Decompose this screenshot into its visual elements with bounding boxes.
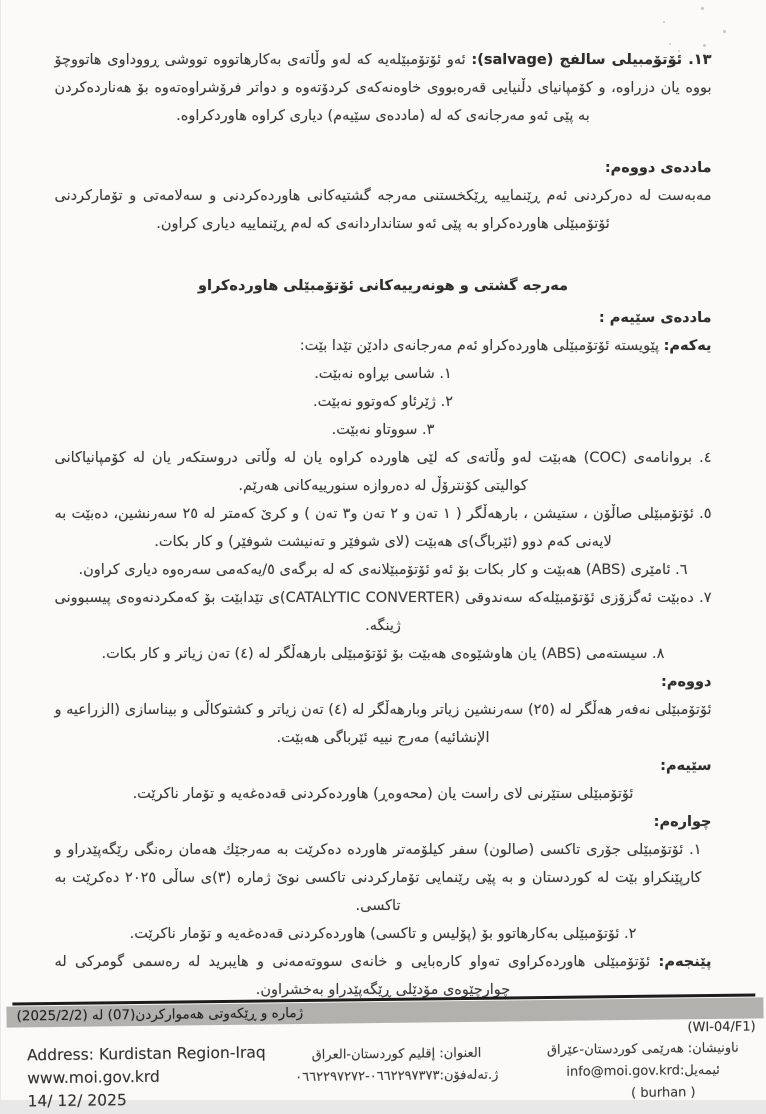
- article-two-body: مەبەست لە دەرکردنی ئەم ڕێنماییە ڕێکخستنی مەرجە گشتیەکانی هاوردەکردنی و سەلامەتی و تۆمارکردنی ئۆتۆمبێلی هاوردەکراو بە پێی ئەو ستانداردانەی کە لەم ڕێنماییە دیاری کراون.: [54, 188, 712, 232]
- footer-arabic-address: العنوان: إقليم كوردستان-العراق: [311, 1045, 481, 1063]
- salvage-clause-text: ئەو ئۆتۆمبێلەیە کە لەو وڵاتەی بەکارهاتووە تووشی ڕووداوی هاتووچۆ بووە یان دزراوە، و کۆمپانیای دڵنیایی قەرەبووی خاوەنەکەی کردۆتەوە و دواتر فرۆشراوەتەوە بۆ هەناردەکردن بە پێی ئەو مەرجانەی کە لە (ماددەی سێیەم) دیاری کراوە هاوردکراوە.: [54, 52, 712, 124]
- second-clause-label: دووەم:: [661, 674, 712, 690]
- article-three-heading: ماددەی سێیەم :: [598, 310, 712, 326]
- revision-text: ژماره و ڕێکەوتی هەموارکردن(07) لە (2025/2/2): [15, 1004, 303, 1025]
- condition-item-5: ٥. ئۆتۆمبێلی صاڵۆن ، ستیشن ، بارهەڵگر ( ١ تەن و ٢ تەن و٣ تەن ) و کرێ کەمتر لە ٢٥ سەرنشین، دەبێت بە لایەنی کەم دوو (ئێرباگ)ی هەبێت (لای شوفێر و تەنیشت شوفێر) و کار بکات.: [54, 506, 712, 550]
- condition-item-8: ٨. سیستەمی (ABS) یان هاوشێوەی هەبێت بۆ ئۆتۆمبێلی بارهەڵگر لە (٤) تەن زیاتر و کار بکات.: [101, 646, 665, 662]
- scan-speckle: [703, 44, 706, 47]
- footer-date: 14/ 12/ 2025: [26, 1091, 127, 1111]
- fourth-clause-label: چوارەم:: [653, 814, 712, 830]
- scanned-document-page: [1, 0, 766, 1111]
- document-body: [1, 0, 766, 1004]
- footer-arabic-column: [273, 1038, 520, 1110]
- condition-item-7: ٧. دەبێت ئەگزۆزی ئۆتۆمبێلەکە سەندوقی (CATALYTIC CONVERTER)ی تێدابێت بۆ کەمکردنەوەی پیسبوونی ژینگە.: [54, 590, 712, 634]
- footer-kurdish-address: ناونیشان: هەرێمی کوردستان-عێراق: [546, 1040, 739, 1059]
- general-technical-conditions-heading: مەرجە گشتی و هونەرییەکانی ئۆتۆمبێلی هاوردەکراو: [197, 278, 569, 294]
- salvage-definition-paragraph: [55, 46, 712, 130]
- footer-kurdish-column: [519, 1035, 766, 1107]
- fourth-clause-item-2: ٢. ئۆتۆمبێلی بەکارهاتوو بۆ (پۆلیس و تاکسی) هاوردەکردنی قەدەغەیە و تۆمار ناکرێت.: [129, 926, 637, 942]
- scan-speckle: [663, 21, 665, 23]
- footer-english-column: [0, 1041, 273, 1113]
- footer-columns: [0, 1035, 766, 1113]
- condition-item-3: ٣. سووتاو نەبێت.: [331, 422, 435, 438]
- form-code: (WI-04/F1): [686, 1019, 756, 1036]
- footer: [0, 993, 766, 1113]
- first-clause-line: [55, 332, 712, 360]
- fifth-clause-label: پێنجەم:: [658, 954, 712, 970]
- scan-speckle: [723, 30, 726, 33]
- third-clause-label: سێیەم:: [660, 758, 712, 774]
- footer-phone: ژ.تەلەفۆن:٠٦٦٢٢٩٧٣٧٣-٠٦٦٢٢٩٧٢٧٢: [294, 1067, 498, 1086]
- footer-english-address: Address: Kurdistan Region-Iraq: [26, 1043, 266, 1065]
- footer-signature: ( burhan ): [630, 1085, 696, 1101]
- scan-speckle: [678, 50, 680, 52]
- scan-speckle: [701, 7, 704, 10]
- third-clause-body: ئۆتۆمبێلی ستێرنی لای راست یان (محەوەڕ) هاوردەکردنی قەدەغەیە و تۆمار ناکرێت.: [132, 786, 634, 802]
- article-two-heading: ماددەی دووەم:: [604, 160, 712, 176]
- salvage-clause-number-lead: ١٣. ئۆتۆمبیلی سالفج (salvage):: [471, 52, 712, 68]
- condition-item-2: ٢. ژێرئاو کەوتوو نەبێت.: [312, 394, 453, 410]
- condition-item-6: ٦. ئامێری (ABS) هەبێت و کار بکات بۆ ئەو ئۆتۆمبێلانەی کە لە برگەی ٥/یەکەمی سەرەوە دیاری کراون.: [78, 562, 688, 578]
- condition-item-4: ٤. بروانامەی (COC) هەبێت لەو وڵاتەی کە لێی هاوردە کراوە یان لە وڵاتی دروستکەر یان لە کۆمپانیاکانی کوالیتی کۆنترۆڵ لە دەروازە سنورییەکانی هەرێم.: [54, 450, 712, 494]
- footer-email: ئیمەیل:info@moi.gov.krd: [565, 1062, 720, 1080]
- first-clause-intro: پێویستە ئۆتۆمبێلی هاوردەکراو ئەم مەرجانەی دادێن تێدا بێت:: [299, 338, 664, 354]
- first-clause-label: یەکەم:: [663, 338, 712, 354]
- footer-website: www.moi.gov.krd: [26, 1067, 160, 1088]
- scan-speckle: [669, 43, 671, 45]
- fourth-clause-item-1: ١. ئۆتۆمبێلی جۆری تاکسی (صالون) سفر کیلۆمەتر هاوردە دەکرێت بە مەرجێك هەمان رەنگی رێگەپێدراو و کارپێنکراو بێت لە کوردستان و بە پێی رێنمایی تۆمارکردنی تاکسی نوێ ژماره (٣)ی ساڵی ٢٠٢٥ دەکرێت بە تاکسی.: [54, 842, 702, 914]
- second-clause-body: ئۆتۆمبێلی نەفەر هەڵگر لە (٢٥) سەرنشین زیاتر وبارهەڵگر لە (٤) تەن زیاتر و کشتوکاڵی و بیناسازی (الزراعیه و الإنشائیه) مەرج نییە ئێرباگی هەبێت.: [54, 702, 712, 746]
- condition-item-1: ١. شاسی بڕاوە نەبێت.: [314, 366, 452, 382]
- fifth-clause-body: ئۆتۆمبێلی هاوردەکراوی تەواو کارەبایی و خانەی سووتەمەنی و هایبرید لە رەسمی گومرکی لە چوارچێوەی مۆدێلی ڕێگەپێدراو بەخشراون.: [54, 954, 659, 998]
